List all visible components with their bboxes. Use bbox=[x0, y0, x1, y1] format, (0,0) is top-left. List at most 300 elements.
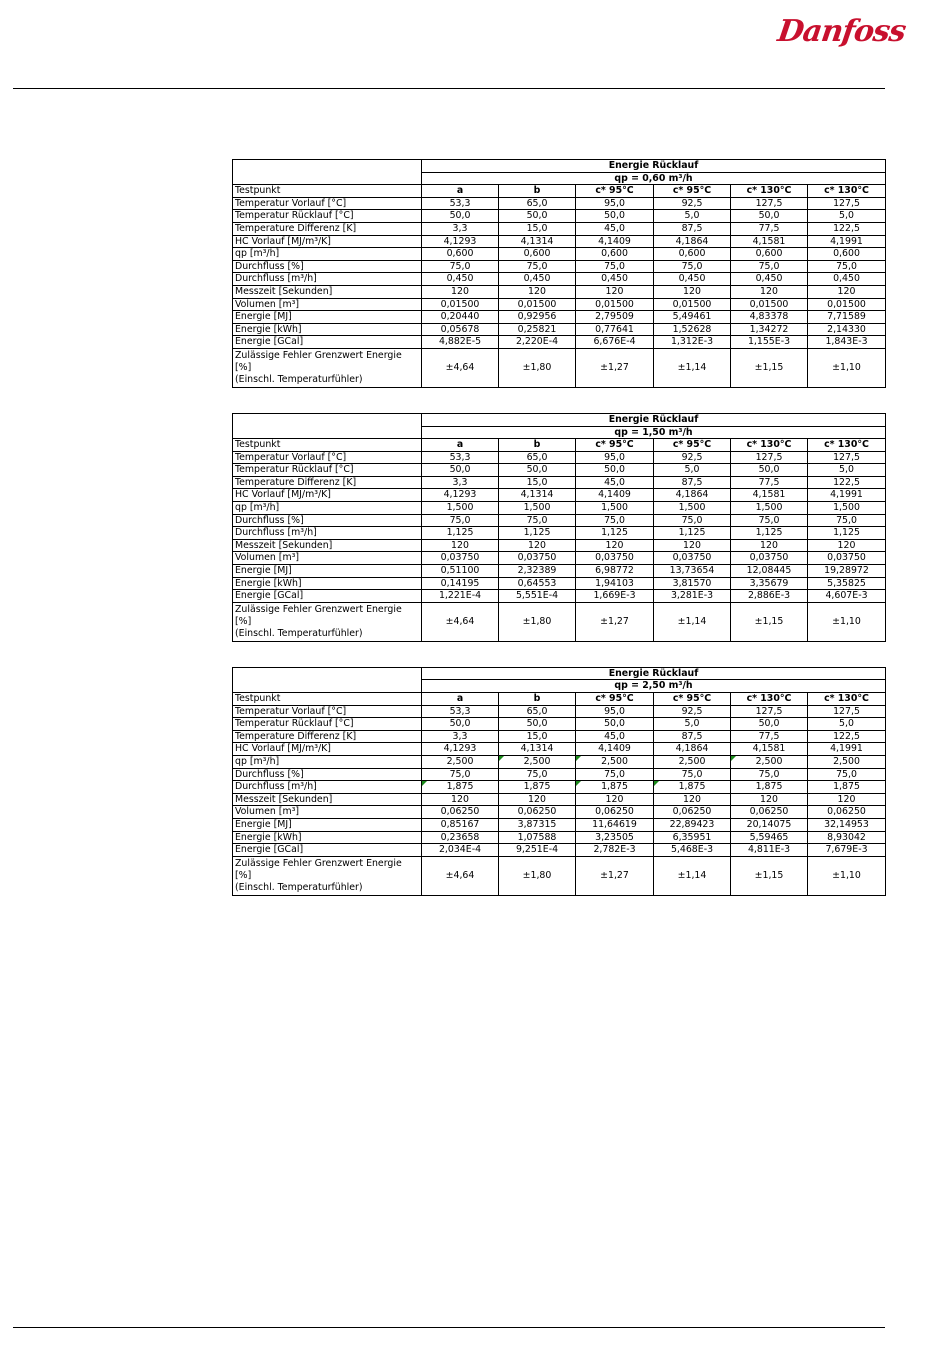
table-cell: 77,5 bbox=[731, 730, 808, 743]
table-cell: 50,0 bbox=[576, 718, 654, 731]
table-cell: 4,1314 bbox=[499, 743, 576, 756]
table-cell: 8,93042 bbox=[808, 831, 886, 844]
table-row bbox=[233, 565, 886, 578]
table-cell: 4,1864 bbox=[654, 743, 731, 756]
table-cell: 120 bbox=[576, 793, 654, 806]
table-cell: 75,0 bbox=[731, 514, 808, 527]
column-header: c* 95°C bbox=[576, 185, 654, 198]
table-row bbox=[233, 197, 886, 210]
error-limit-label bbox=[233, 348, 422, 387]
table-cell: 120 bbox=[654, 539, 731, 552]
table-cell: 1,875 bbox=[576, 781, 654, 794]
table-cell: 75,0 bbox=[576, 260, 654, 273]
table-cell: 0,450 bbox=[422, 273, 499, 286]
table-cell: 50,0 bbox=[422, 210, 499, 223]
row-label: Volumen [m³] bbox=[233, 552, 422, 565]
table-row bbox=[233, 336, 886, 349]
row-label: Temperatur Vorlauf [°C] bbox=[233, 705, 422, 718]
table-cell: 1,875 bbox=[731, 781, 808, 794]
table-cell: 120 bbox=[731, 285, 808, 298]
error-limit-value: ±1,27 bbox=[576, 602, 654, 641]
row-label: Messzeit [Sekunden] bbox=[233, 539, 422, 552]
table-cell: 7,71589 bbox=[808, 311, 886, 324]
table-cell: 1,34272 bbox=[731, 323, 808, 336]
error-limit-value: ±1,14 bbox=[654, 856, 731, 895]
footer-divider bbox=[13, 1327, 885, 1328]
table-row bbox=[233, 781, 886, 794]
column-header: b bbox=[499, 693, 576, 706]
table-cell: 127,5 bbox=[731, 197, 808, 210]
error-limit-row bbox=[233, 348, 886, 387]
table-cell: 0,03750 bbox=[808, 552, 886, 565]
error-limit-value: ±1,15 bbox=[731, 348, 808, 387]
table-cell: 120 bbox=[654, 793, 731, 806]
table-cell: 0,450 bbox=[499, 273, 576, 286]
column-header: c* 95°C bbox=[576, 693, 654, 706]
table-cell: 32,14953 bbox=[808, 818, 886, 831]
table-cell: 5,0 bbox=[808, 210, 886, 223]
row-label: Energie [kWh] bbox=[233, 323, 422, 336]
table-cell: 6,676E-4 bbox=[576, 336, 654, 349]
table-cell: 7,679E-3 bbox=[808, 844, 886, 857]
table-cell: 1,500 bbox=[654, 502, 731, 515]
table-cell: 5,0 bbox=[654, 464, 731, 477]
column-header: c* 95°C bbox=[654, 439, 731, 452]
table-cell: 77,5 bbox=[731, 222, 808, 235]
error-limit-value: ±1,10 bbox=[808, 348, 886, 387]
table-cell: 4,83378 bbox=[731, 311, 808, 324]
table-row bbox=[233, 705, 886, 718]
table-cell: 75,0 bbox=[499, 514, 576, 527]
table-cell: 45,0 bbox=[576, 222, 654, 235]
error-limit-value: ±1,14 bbox=[654, 602, 731, 641]
table-cell: 1,500 bbox=[576, 502, 654, 515]
table-cell: 50,0 bbox=[731, 210, 808, 223]
table-cell: 5,59465 bbox=[731, 831, 808, 844]
table-cell: 77,5 bbox=[731, 476, 808, 489]
table-cell: 87,5 bbox=[654, 476, 731, 489]
column-header: a bbox=[422, 185, 499, 198]
table-row bbox=[233, 502, 886, 515]
table-cell: 0,85167 bbox=[422, 818, 499, 831]
column-header: a bbox=[422, 693, 499, 706]
table-cell: 0,450 bbox=[808, 273, 886, 286]
table-row bbox=[233, 489, 886, 502]
table-cell: 0,01500 bbox=[422, 298, 499, 311]
column-header: c* 95°C bbox=[654, 693, 731, 706]
table-cell: 53,3 bbox=[422, 705, 499, 718]
table-cell: 4,1409 bbox=[576, 235, 654, 248]
table-cell: 53,3 bbox=[422, 197, 499, 210]
table-cell: 127,5 bbox=[808, 451, 886, 464]
error-limit-value: ±1,10 bbox=[808, 602, 886, 641]
table-cell: 0,25821 bbox=[499, 323, 576, 336]
row-label: Temperatur Rücklauf [°C] bbox=[233, 718, 422, 731]
table-cell: 3,3 bbox=[422, 476, 499, 489]
table-cell: 0,23658 bbox=[422, 831, 499, 844]
table-cell: 92,5 bbox=[654, 451, 731, 464]
row-label: Durchfluss [m³/h] bbox=[233, 273, 422, 286]
table-cell: 15,0 bbox=[499, 730, 576, 743]
table-cell: 0,03750 bbox=[422, 552, 499, 565]
table-cell: 2,500 bbox=[808, 755, 886, 768]
table-row bbox=[233, 464, 886, 477]
qp-heading: qp = 2,50 m³/h bbox=[422, 680, 886, 693]
error-limit-label-line: [%] bbox=[235, 361, 252, 373]
table-cell: 4,1314 bbox=[499, 489, 576, 502]
error-limit-label-line: (Einschl. Temperaturfühler) bbox=[235, 627, 363, 639]
error-limit-label-line: Zulässige Fehler Grenzwert Energie bbox=[235, 857, 402, 869]
table-cell: 0,450 bbox=[731, 273, 808, 286]
row-label: Energie [GCal] bbox=[233, 336, 422, 349]
table-cell: 75,0 bbox=[808, 260, 886, 273]
energy-table bbox=[232, 413, 886, 642]
table-cell: 0,01500 bbox=[731, 298, 808, 311]
table-cell: 6,35951 bbox=[654, 831, 731, 844]
error-limit-label-line: [%] bbox=[235, 615, 252, 627]
testpunkt-header: Testpunkt bbox=[233, 185, 422, 198]
table-cell: 50,0 bbox=[576, 210, 654, 223]
table-cell: 0,06250 bbox=[576, 806, 654, 819]
row-label: Energie [MJ] bbox=[233, 818, 422, 831]
error-limit-label-line: Zulässige Fehler Grenzwert Energie bbox=[235, 349, 402, 361]
table-cell: 120 bbox=[808, 285, 886, 298]
table-row bbox=[233, 577, 886, 590]
table-cell: 1,843E-3 bbox=[808, 336, 886, 349]
qp-heading: qp = 0,60 m³/h bbox=[422, 172, 886, 185]
error-limit-value: ±1,10 bbox=[808, 856, 886, 895]
table-cell: 0,01500 bbox=[808, 298, 886, 311]
table-cell: 120 bbox=[576, 539, 654, 552]
table-cell: 3,35679 bbox=[731, 577, 808, 590]
table-cell: 120 bbox=[499, 793, 576, 806]
blank-cell bbox=[233, 413, 422, 426]
column-header: a bbox=[422, 439, 499, 452]
column-header: c* 130°C bbox=[808, 185, 886, 198]
table-row bbox=[233, 260, 886, 273]
table-cell: 19,28972 bbox=[808, 565, 886, 578]
table-title: Energie Rücklauf bbox=[422, 667, 886, 680]
table-title: Energie Rücklauf bbox=[422, 413, 886, 426]
row-label: Energie [GCal] bbox=[233, 590, 422, 603]
error-limit-label-line: (Einschl. Temperaturfühler) bbox=[235, 373, 363, 385]
table-cell: 2,500 bbox=[499, 755, 576, 768]
table-cell: 1,875 bbox=[499, 781, 576, 794]
table-row bbox=[233, 831, 886, 844]
energy-table bbox=[232, 159, 886, 388]
table-cell: 75,0 bbox=[654, 768, 731, 781]
table-cell: 1,500 bbox=[499, 502, 576, 515]
table-cell: 120 bbox=[654, 285, 731, 298]
table-cell: 120 bbox=[422, 539, 499, 552]
danfoss-logo: Danfoss bbox=[775, 14, 908, 49]
row-label: Temperatur Vorlauf [°C] bbox=[233, 197, 422, 210]
table-cell: 65,0 bbox=[499, 705, 576, 718]
qp-heading: qp = 1,50 m³/h bbox=[422, 426, 886, 439]
blank-cell bbox=[233, 172, 422, 185]
table-cell: 92,5 bbox=[654, 705, 731, 718]
column-header: c* 95°C bbox=[576, 439, 654, 452]
table-cell: 2,79509 bbox=[576, 311, 654, 324]
table-cell: 0,03750 bbox=[654, 552, 731, 565]
table-cell: 1,312E-3 bbox=[654, 336, 731, 349]
table-row bbox=[233, 793, 886, 806]
table-cell: 2,886E-3 bbox=[731, 590, 808, 603]
qp-row bbox=[233, 680, 886, 693]
table-cell: 1,155E-3 bbox=[731, 336, 808, 349]
table-cell: 6,98772 bbox=[576, 565, 654, 578]
row-label: Energie [kWh] bbox=[233, 831, 422, 844]
table-cell: 0,05678 bbox=[422, 323, 499, 336]
table-cell: 12,08445 bbox=[731, 565, 808, 578]
table-cell: 4,1581 bbox=[731, 743, 808, 756]
table-cell: 4,1293 bbox=[422, 743, 499, 756]
error-limit-value: ±4,64 bbox=[422, 856, 499, 895]
error-limit-value: ±1,80 bbox=[499, 856, 576, 895]
row-label: Durchfluss [m³/h] bbox=[233, 527, 422, 540]
table-row bbox=[233, 755, 886, 768]
table-cell: 4,1864 bbox=[654, 489, 731, 502]
table-row bbox=[233, 552, 886, 565]
table-row bbox=[233, 298, 886, 311]
table-cell: 87,5 bbox=[654, 730, 731, 743]
header-divider bbox=[13, 88, 885, 89]
table-row bbox=[233, 311, 886, 324]
table-row bbox=[233, 818, 886, 831]
table-title: Energie Rücklauf bbox=[422, 160, 886, 173]
table-cell: 127,5 bbox=[808, 197, 886, 210]
row-label: qp [m³/h] bbox=[233, 755, 422, 768]
energy-tables bbox=[232, 159, 885, 921]
row-label: qp [m³/h] bbox=[233, 502, 422, 515]
blank-cell bbox=[233, 667, 422, 680]
table-cell: 0,03750 bbox=[576, 552, 654, 565]
table-cell: 4,882E-5 bbox=[422, 336, 499, 349]
table-cell: 75,0 bbox=[731, 768, 808, 781]
table-cell: 1,125 bbox=[808, 527, 886, 540]
table-cell: 95,0 bbox=[576, 451, 654, 464]
table-cell: 0,06250 bbox=[499, 806, 576, 819]
table-row bbox=[233, 451, 886, 464]
table-cell: 75,0 bbox=[422, 514, 499, 527]
table-cell: 0,14195 bbox=[422, 577, 499, 590]
error-limit-label bbox=[233, 856, 422, 895]
error-limit-value: ±1,15 bbox=[731, 856, 808, 895]
table-cell: 1,875 bbox=[422, 781, 499, 794]
table-cell: 120 bbox=[499, 539, 576, 552]
row-label: Temperatur Rücklauf [°C] bbox=[233, 210, 422, 223]
row-label: Energie [kWh] bbox=[233, 577, 422, 590]
table-cell: 50,0 bbox=[422, 464, 499, 477]
table-cell: 3,81570 bbox=[654, 577, 731, 590]
table-cell: 0,600 bbox=[499, 248, 576, 261]
table-cell: 75,0 bbox=[422, 260, 499, 273]
table-row bbox=[233, 222, 886, 235]
table-cell: 0,600 bbox=[731, 248, 808, 261]
table-cell: 0,600 bbox=[576, 248, 654, 261]
table-cell: 5,35825 bbox=[808, 577, 886, 590]
error-limit-row bbox=[233, 602, 886, 641]
table-cell: 5,0 bbox=[654, 718, 731, 731]
table-row bbox=[233, 476, 886, 489]
table-cell: 50,0 bbox=[499, 718, 576, 731]
column-header: c* 95°C bbox=[654, 185, 731, 198]
table-cell: 5,551E-4 bbox=[499, 590, 576, 603]
error-limit-value: ±1,15 bbox=[731, 602, 808, 641]
energy-table bbox=[232, 667, 886, 896]
table-cell: 0,92956 bbox=[499, 311, 576, 324]
table-cell: 0,64553 bbox=[499, 577, 576, 590]
row-label: Volumen [m³] bbox=[233, 298, 422, 311]
table-cell: 45,0 bbox=[576, 730, 654, 743]
row-label: qp [m³/h] bbox=[233, 248, 422, 261]
table-row bbox=[233, 539, 886, 552]
table-cell: 75,0 bbox=[576, 514, 654, 527]
error-limit-row bbox=[233, 856, 886, 895]
row-label: Durchfluss [%] bbox=[233, 768, 422, 781]
table-cell: 0,01500 bbox=[499, 298, 576, 311]
table-cell: 122,5 bbox=[808, 476, 886, 489]
table-cell: 120 bbox=[422, 285, 499, 298]
row-label: Energie [GCal] bbox=[233, 844, 422, 857]
table-cell: 75,0 bbox=[731, 260, 808, 273]
table-cell: 11,64619 bbox=[576, 818, 654, 831]
row-label: Temperatur Vorlauf [°C] bbox=[233, 451, 422, 464]
row-label: Temperatur Rücklauf [°C] bbox=[233, 464, 422, 477]
table-cell: 4,1409 bbox=[576, 743, 654, 756]
table-cell: 127,5 bbox=[808, 705, 886, 718]
error-limit-value: ±4,64 bbox=[422, 348, 499, 387]
row-label: Energie [MJ] bbox=[233, 311, 422, 324]
table-cell: 50,0 bbox=[499, 210, 576, 223]
table-cell: 75,0 bbox=[576, 768, 654, 781]
row-label: Volumen [m³] bbox=[233, 806, 422, 819]
table-cell: 0,01500 bbox=[654, 298, 731, 311]
table-cell: 75,0 bbox=[422, 768, 499, 781]
table-cell: 13,73654 bbox=[654, 565, 731, 578]
table-cell: 0,06250 bbox=[731, 806, 808, 819]
column-header: c* 130°C bbox=[808, 439, 886, 452]
table-cell: 4,1581 bbox=[731, 489, 808, 502]
row-label: Durchfluss [m³/h] bbox=[233, 781, 422, 794]
table-cell: 1,94103 bbox=[576, 577, 654, 590]
error-limit-label-line: (Einschl. Temperaturfühler) bbox=[235, 881, 363, 893]
table-cell: 1,500 bbox=[808, 502, 886, 515]
table-cell: 1,125 bbox=[731, 527, 808, 540]
row-label: HC Vorlauf [MJ/m³/K] bbox=[233, 743, 422, 756]
table-cell: 120 bbox=[499, 285, 576, 298]
table-cell: 2,500 bbox=[654, 755, 731, 768]
error-limit-label bbox=[233, 602, 422, 641]
table-cell: 127,5 bbox=[731, 451, 808, 464]
table-cell: 1,125 bbox=[422, 527, 499, 540]
table-cell: 1,52628 bbox=[654, 323, 731, 336]
row-label: Messzeit [Sekunden] bbox=[233, 793, 422, 806]
table-cell: 75,0 bbox=[499, 768, 576, 781]
testpunkt-header: Testpunkt bbox=[233, 693, 422, 706]
table-cell: 4,1314 bbox=[499, 235, 576, 248]
error-limit-label-line: [%] bbox=[235, 869, 252, 881]
table-cell: 5,49461 bbox=[654, 311, 731, 324]
table-cell: 50,0 bbox=[422, 718, 499, 731]
table-cell: 4,1991 bbox=[808, 743, 886, 756]
blank-cell bbox=[233, 160, 422, 173]
table-cell: 75,0 bbox=[654, 514, 731, 527]
table-cell: 4,1991 bbox=[808, 489, 886, 502]
table-cell: 0,03750 bbox=[731, 552, 808, 565]
table-cell: 0,600 bbox=[654, 248, 731, 261]
table-cell: 75,0 bbox=[654, 260, 731, 273]
error-limit-value: ±1,80 bbox=[499, 348, 576, 387]
table-row bbox=[233, 806, 886, 819]
error-limit-value: ±4,64 bbox=[422, 602, 499, 641]
table-row bbox=[233, 527, 886, 540]
table-cell: 65,0 bbox=[499, 197, 576, 210]
error-limit-value: ±1,27 bbox=[576, 348, 654, 387]
column-header: c* 130°C bbox=[731, 439, 808, 452]
table-cell: 1,500 bbox=[422, 502, 499, 515]
blank-cell bbox=[233, 426, 422, 439]
row-label: HC Vorlauf [MJ/m³/K] bbox=[233, 489, 422, 502]
table-cell: 0,450 bbox=[576, 273, 654, 286]
table-cell: 5,0 bbox=[808, 464, 886, 477]
table-cell: 0,01500 bbox=[576, 298, 654, 311]
table-cell: 22,89423 bbox=[654, 818, 731, 831]
table-cell: 3,23505 bbox=[576, 831, 654, 844]
table-cell: 2,782E-3 bbox=[576, 844, 654, 857]
table-cell: 127,5 bbox=[731, 705, 808, 718]
table-cell: 92,5 bbox=[654, 197, 731, 210]
blank-cell bbox=[233, 680, 422, 693]
table-cell: 3,3 bbox=[422, 730, 499, 743]
table-cell: 1,125 bbox=[654, 527, 731, 540]
table-cell: 3,87315 bbox=[499, 818, 576, 831]
header-row bbox=[233, 439, 886, 452]
row-label: Durchfluss [%] bbox=[233, 260, 422, 273]
table-row bbox=[233, 514, 886, 527]
row-label: Durchfluss [%] bbox=[233, 514, 422, 527]
table-cell: 1,221E-4 bbox=[422, 590, 499, 603]
table-cell: 1,07588 bbox=[499, 831, 576, 844]
table-row bbox=[233, 730, 886, 743]
table-cell: 15,0 bbox=[499, 222, 576, 235]
table-row bbox=[233, 844, 886, 857]
table-cell: 15,0 bbox=[499, 476, 576, 489]
table-cell: 0,450 bbox=[654, 273, 731, 286]
table-cell: 53,3 bbox=[422, 451, 499, 464]
table-cell: 50,0 bbox=[731, 464, 808, 477]
table-cell: 65,0 bbox=[499, 451, 576, 464]
column-header: c* 130°C bbox=[731, 693, 808, 706]
table-cell: 0,06250 bbox=[422, 806, 499, 819]
qp-row bbox=[233, 172, 886, 185]
table-cell: 75,0 bbox=[808, 768, 886, 781]
table-cell: 2,14330 bbox=[808, 323, 886, 336]
table-cell: 95,0 bbox=[576, 197, 654, 210]
table-cell: 50,0 bbox=[576, 464, 654, 477]
table-cell: 0,20440 bbox=[422, 311, 499, 324]
table-cell: 2,32389 bbox=[499, 565, 576, 578]
row-label: Temperature Differenz [K] bbox=[233, 730, 422, 743]
table-cell: 4,1864 bbox=[654, 235, 731, 248]
table-cell: 122,5 bbox=[808, 730, 886, 743]
row-label: Temperature Differenz [K] bbox=[233, 476, 422, 489]
table-cell: 2,500 bbox=[576, 755, 654, 768]
row-label: Messzeit [Sekunden] bbox=[233, 285, 422, 298]
table-cell: 2,500 bbox=[422, 755, 499, 768]
error-limit-label-line: Zulässige Fehler Grenzwert Energie bbox=[235, 603, 402, 615]
table-cell: 1,875 bbox=[654, 781, 731, 794]
